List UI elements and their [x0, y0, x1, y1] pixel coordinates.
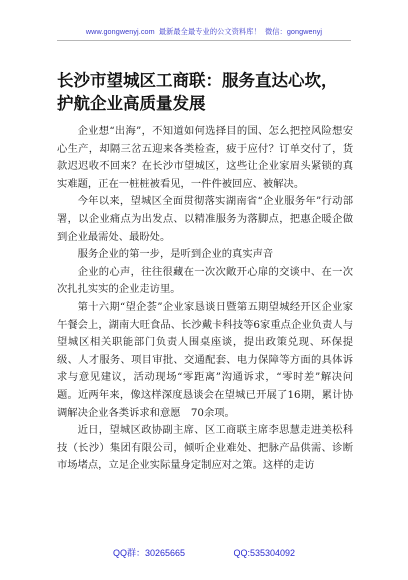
header-site-url[interactable]: www.gongwenyj.com — [85, 27, 155, 36]
header-tagline: 最新最全最专业的公文资料库！ — [158, 27, 261, 36]
article-title: 长沙市望城区工商联：服务直达心坎，护航企业高质量发展 — [57, 71, 338, 113]
paragraph-6: 近日，望城区政协副主席、区工商联主席李思慧走进美松科技（长沙）集团有限公司，倾听企业难处、把脉产品供需、诊断市场堵点，立足企业实际量身定制应对之策。这样的走访 — [57, 424, 353, 472]
paragraph-5: 第十六期“望企荟”企业家恳谈日暨第五期望城经开区企业家午餐会上，湖南大旺食品、长沙戴卡科技等6家重点企业负责人与望城区相关职能部门负责人围桌座谈，提出政策兑现、环保提级、人才服务、项目审批、交通配套、电力保障等方面的具体诉求与意见建议，活动现场“零距离”沟通诉求，“零时差”解决问题。近两年来，像这样深度恳谈会在望城已开展了16期，累计协调解决企业各类诉求和意愿 70余项。 — [57, 300, 353, 419]
header-divider — [57, 40, 351, 41]
header-wechat: 微信：gongwenyj — [264, 27, 323, 36]
footer-qq-group: QQ群：30265665 — [112, 548, 185, 558]
page-header — [0, 27, 408, 37]
paragraph-4: 企业的心声，往往很藏在一次次敞开心扉的交谈中、在一次次扎扎实实的企业走访里。 — [57, 265, 353, 296]
page-footer — [0, 546, 408, 559]
paragraph-2: 今年以来，望城区全面贯彻落实湖南省“企业服务年”行动部署，以企业痛点为出发点、以精准服务为落脚点，把惠企暖企做到企业最需处、最盼处。 — [57, 195, 353, 243]
paragraph-1: 企业想“出海”，不知道如何选择目的国、怎么把控风险想安心生产，却隔三岔五迎来各类检查，疲于应付？订单交付了，货款迟迟收不回来？在长沙市望城区，这些让企业家眉头紧锁的真实难题，正在一桩桩被看见，一件件被回应、被解决。 — [57, 125, 353, 190]
article-body — [57, 123, 353, 475]
paragraph-3: 服务企业的第一步，是听到企业的真实声音 — [77, 248, 274, 261]
footer-qq-contact: QQ:535304092 — [233, 548, 296, 558]
